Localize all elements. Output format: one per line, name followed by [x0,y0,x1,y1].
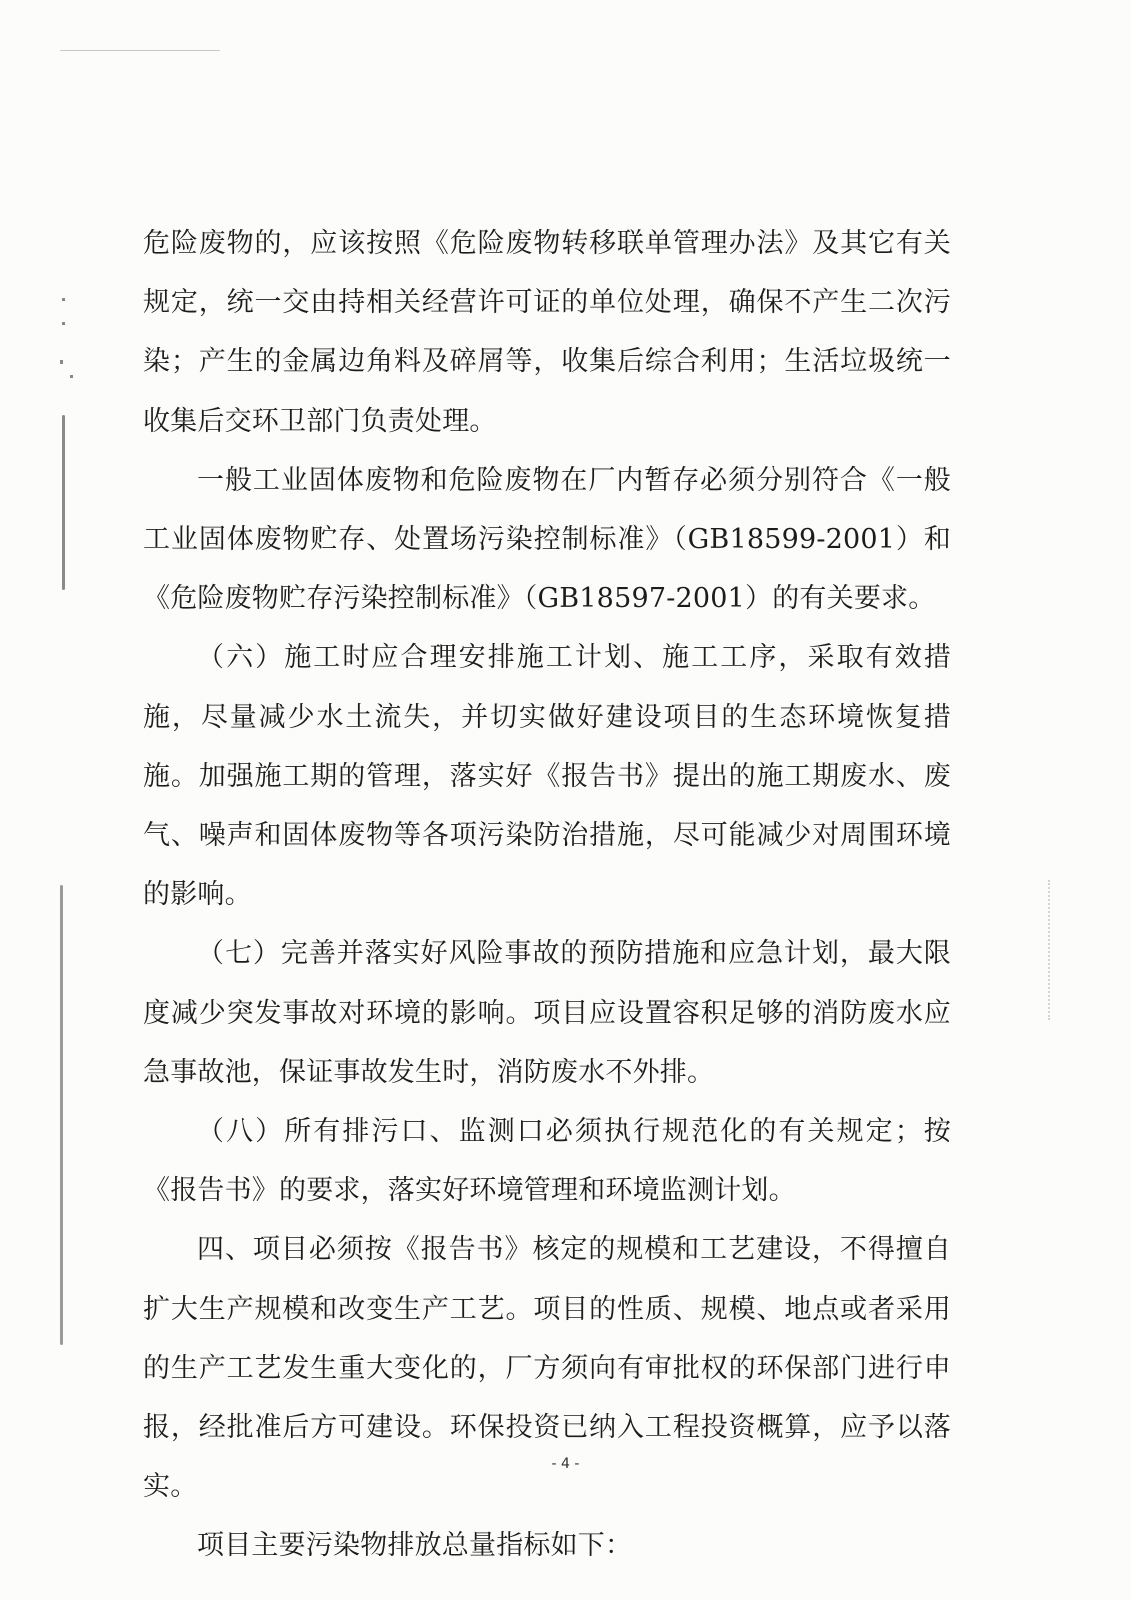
stamp-residue [1048,880,1090,1020]
paragraph: （七）完善并落实好风险事故的预防措施和应急计划，最大限度减少突发事故对环境的影响。项目应设置容积足够的消防废水应急事故池，保证事故发生时，消防废水不外排。 [143,938,951,1088]
scan-dot [70,375,73,378]
page-number: - 4 - [551,1456,580,1472]
binding-edge-mark-upper [62,415,65,590]
document-body [143,214,951,1576]
scan-dot [60,360,63,364]
paragraph: （八）所有排污口、监测口必须执行规范化的有关规定；按《报告书》的要求，落实好环境管理和环境监测计划。 [143,1116,951,1207]
scan-dot [62,322,65,325]
paragraph: 项目主要污染物排放总量指标如下： [197,1530,633,1562]
paragraph: 四、项目必须按《报告书》核定的规模和工艺建设，不得擅自扩大生产规模和改变生产工艺。项目的性质、规模、地点或者采用的生产工艺发生重大变化的，厂方须向有审批权的环保部门进行申报，经批准后方可建设。环保投资已纳入工程投资概算，应予以落实。 [143,1234,951,1503]
paragraph: （六）施工时应合理安排施工计划、施工工序，采取有效措施，尽量减少水土流失，并切实做好建设项目的生态环境恢复措施。加强施工期的管理，落实好《报告书》提出的施工期废水、废气、噪声和固体废物等各项污染防治措施，尽可能减少对周围环境的影响。 [143,642,951,911]
scan-dot [62,298,65,301]
scan-top-rule [60,50,220,51]
paragraph: 危险废物的，应该按照《危险废物转移联单管理办法》及其它有关规定，统一交由持相关经营许可证的单位处理，确保不产生二次污染；产生的金属边角料及碎屑等，收集后综合利用；生活垃圾统一收集后交环卫部门负责处理。 [143,228,951,437]
paragraph: 一般工业固体废物和危险废物在厂内暂存必须分别符合《一般工业固体废物贮存、处置场污染控制标准》（GB18599-2001）和《危险废物贮存污染控制标准》（GB18597-2001）的有关要求。 [143,464,951,615]
binding-edge-mark-lower [60,885,63,1345]
